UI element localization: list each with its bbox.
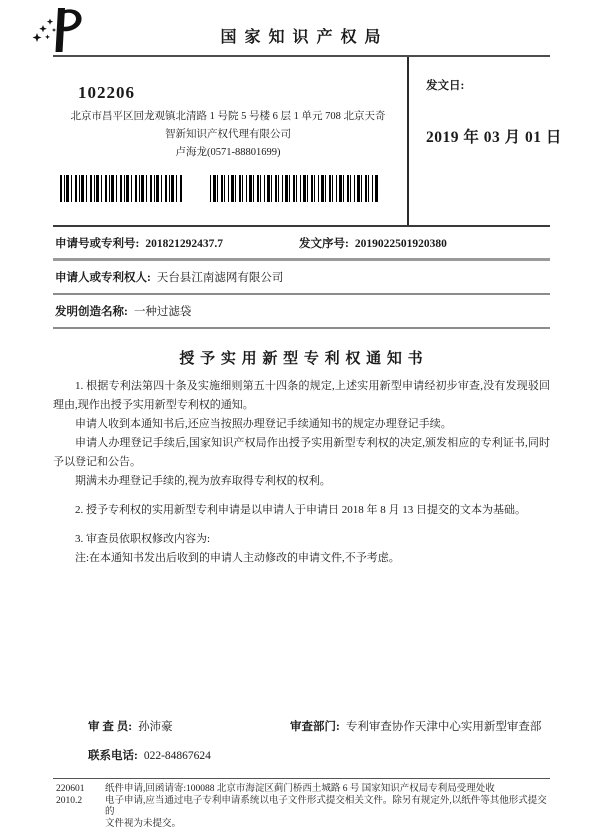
serial-barcode xyxy=(210,175,378,202)
application-number-cell xyxy=(55,235,299,251)
applicant-label: 申请人或专利权人: xyxy=(55,272,151,284)
notice-paragraph: 申请人收到本通知书后,还应当按照办理登记手续通知书的规定办理登记手续。 xyxy=(75,418,452,430)
serial-number-cell xyxy=(299,235,447,251)
postal-code: 102206 xyxy=(78,83,135,102)
fineprint-line: 电子申请,应当通过电子专利申请系统以电子文件形式提交相关文件。除另有规定外,以纸件等其他形式提交的 xyxy=(105,795,547,817)
document-header xyxy=(53,0,550,57)
fineprint-text xyxy=(105,784,550,830)
examiner-name: 孙沛豪 xyxy=(138,721,173,733)
department-cell xyxy=(290,718,541,734)
address-line: 北京市昌平区回龙观镇北清路 1 号院 5 号楼 6 层 1 单元 708 北京天奇 xyxy=(70,111,386,122)
issue-date-label: 发文日: xyxy=(426,80,465,92)
sipo-logo-icon xyxy=(25,4,89,56)
form-code: 220601 xyxy=(56,784,85,794)
mailing-and-date-section xyxy=(53,57,562,227)
form-code: 2010.2 xyxy=(56,795,83,806)
department-label: 审查部门: xyxy=(290,721,340,733)
application-number-label: 申请号或专利号: xyxy=(55,238,140,250)
notice-paragraph: 3. 审查员依职权修改内容为: xyxy=(75,533,211,545)
address-line: 卢海龙(0571-88801699) xyxy=(175,147,281,158)
contact-phone-row xyxy=(53,747,550,763)
serial-number-label: 发文序号: xyxy=(299,238,349,250)
application-number-value: 201821292437.7 xyxy=(145,238,223,250)
examiner-cell xyxy=(88,718,290,734)
applicant-row xyxy=(53,261,550,295)
serial-number-value: 2019022501920380 xyxy=(354,238,447,250)
notice-paragraph: 注:在本通知书发出后收到的申请人主动修改的申请文件,不予考虑。 xyxy=(75,552,400,564)
fineprint-section xyxy=(53,779,550,830)
invention-title-value: 一种过滤袋 xyxy=(133,306,192,318)
applicant-value: 天台县江南滤网有限公司 xyxy=(156,272,284,284)
recipient-address xyxy=(65,108,391,162)
issue-date-box xyxy=(407,57,562,225)
signature-row xyxy=(53,718,550,734)
notice-paragraph: 期满未办理登记手续的,视为放弃取得专利权的权利。 xyxy=(75,475,331,487)
fineprint-line: 文件视为未提交。 xyxy=(105,818,182,829)
agency-title: 国 家 知 识 产 权 局 xyxy=(220,29,383,46)
phone-number: 022-84867624 xyxy=(143,750,211,762)
fineprint-line: 纸件申请,回函请寄:100088 北京市海淀区蓟门桥西土城路 6 号 国家知识产权局专利局受理处收 xyxy=(105,784,495,794)
notice-paragraph: 申请人办理登记手续后,国家知识产权局作出授予实用新型专利权的决定,颁发相应的专利证书,同时予以登记和公告。 xyxy=(53,437,550,468)
notice-title: 授 予 实 用 新 型 专 利 权 通 知 书 xyxy=(179,351,424,367)
notice-paragraph: 1. 根据专利法第四十条及实施细则第五十四条的规定,上述实用新型申请经初步审查,没有发现驳回理由,现作出授予实用新型专利权的通知。 xyxy=(53,380,550,411)
invention-title-label: 发明创造名称: xyxy=(55,306,128,318)
notice-paragraph: 2. 授予专利权的实用新型专利申请是以申请人于申请日 2018 年 8 月 13 日提交的文本为基础。 xyxy=(75,504,526,516)
department-name: 专利审查协作天津中心实用新型审查部 xyxy=(345,721,542,733)
notice-body xyxy=(53,377,550,568)
invention-title-row xyxy=(53,295,550,329)
form-codes xyxy=(53,784,105,830)
mailing-block xyxy=(53,57,407,225)
examiner-label: 审 查 员: xyxy=(88,721,133,733)
address-line: 智新知识产权代理有限公司 xyxy=(165,129,291,140)
application-barcode xyxy=(60,175,183,202)
barcode-row xyxy=(60,175,407,202)
phone-label: 联系电话: xyxy=(88,750,138,762)
application-number-row xyxy=(53,227,550,261)
issue-date-value: 2019 年 03 月 01 日 xyxy=(426,129,562,146)
